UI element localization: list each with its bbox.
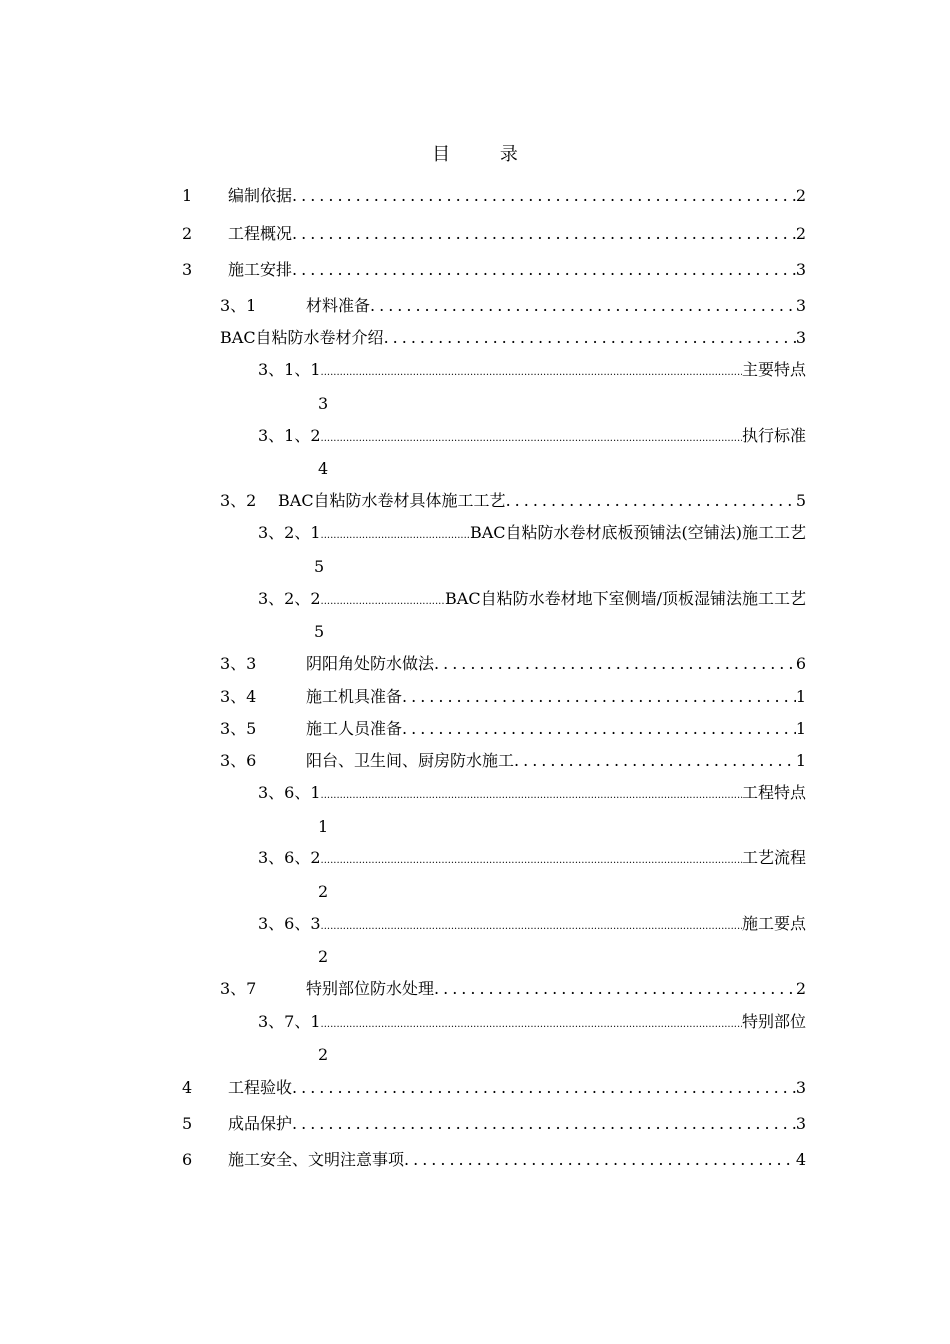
toc-number: 3、7、1 (258, 1012, 321, 1031)
toc-entry[interactable] (258, 358, 806, 382)
toc-leader (292, 184, 796, 208)
toc-page: 3 (795, 328, 806, 347)
toc-leader (292, 222, 796, 246)
toc-number: 6 (182, 1150, 193, 1169)
toc-page: 2 (795, 979, 806, 998)
toc-page: 6 (795, 654, 806, 673)
toc-leader (384, 326, 796, 350)
toc-number: 3、6、3 (258, 914, 321, 933)
toc-leader (321, 590, 446, 614)
toc-entry[interactable] (220, 685, 806, 709)
toc-leader (321, 524, 470, 548)
toc-text: BAC自粘防水卷材具体施工工艺 (278, 491, 506, 510)
toc-text: 特别部位防水处理 (306, 979, 435, 998)
toc-leader (321, 915, 742, 939)
toc-entry[interactable] (182, 184, 806, 208)
toc-leader (321, 784, 742, 808)
toc-number: 1 (182, 186, 193, 205)
toc-leader (321, 1013, 742, 1037)
toc-page: 1 (318, 817, 329, 836)
toc-text: BAC自粘防水卷材底板预铺法(空铺法)施工工艺 (469, 523, 806, 542)
toc-text: 编制依据 (228, 186, 293, 205)
toc-number: 3、6、2 (258, 848, 321, 867)
toc-page: 5 (314, 557, 325, 576)
toc-leader (404, 1148, 796, 1172)
toc-leader (321, 849, 742, 873)
toc-page: 2 (795, 224, 806, 243)
toc-title: 目 录 (432, 144, 540, 165)
toc-entry[interactable] (220, 717, 806, 741)
toc-page: 2 (795, 186, 806, 205)
toc-page: 3 (795, 1114, 806, 1133)
toc-page: 4 (795, 1150, 806, 1169)
toc-text: 施工要点 (741, 914, 806, 933)
toc-text: 成品保护 (228, 1114, 293, 1133)
toc-text: 施工人员准备 (306, 719, 403, 738)
toc-text: BAC自粘防水卷材地下室侧墙/顶板湿铺法施工工艺 (445, 589, 806, 608)
toc-leader (514, 749, 796, 773)
toc-leader (292, 1076, 796, 1100)
toc-text: 阳台、卫生间、厨房防水施工 (306, 751, 515, 770)
toc-entry[interactable] (258, 846, 806, 870)
toc-leader (434, 977, 796, 1001)
toc-entry[interactable] (182, 222, 806, 246)
toc-entry[interactable] (258, 781, 806, 805)
toc-leader (370, 294, 796, 318)
toc-entry[interactable] (182, 258, 806, 282)
toc-page: 3 (795, 1078, 806, 1097)
toc-text: 执行标准 (741, 426, 806, 445)
toc-leader (321, 427, 742, 451)
toc-leader (434, 652, 796, 676)
toc-entry[interactable] (220, 326, 806, 350)
toc-text: 工艺流程 (741, 848, 806, 867)
toc-number: 5 (182, 1114, 193, 1133)
toc-entry[interactable] (220, 652, 806, 676)
toc-number: 3、5 (220, 719, 257, 738)
toc-page: 2 (318, 1045, 329, 1064)
toc-number: 3、2、2 (258, 589, 321, 608)
toc-number: 3、1、2 (258, 426, 321, 445)
toc-number: 3、1、1 (258, 360, 321, 379)
toc-page: 1 (795, 687, 806, 706)
toc-page: 2 (318, 882, 329, 901)
toc-leader (292, 1112, 796, 1136)
toc-entry[interactable] (220, 749, 806, 773)
toc-number: 3、3 (220, 654, 257, 673)
toc-page: 5 (314, 622, 325, 641)
toc-page: 3 (795, 296, 806, 315)
toc-text: BAC自粘防水卷材介绍 (220, 328, 384, 347)
toc-text: 材料准备 (306, 296, 371, 315)
toc-leader (402, 717, 796, 741)
toc-text: 工程特点 (741, 783, 806, 802)
toc-number: 3 (182, 260, 193, 279)
toc-entry[interactable] (182, 1076, 806, 1100)
toc-text: 施工安排 (228, 260, 293, 279)
toc-number: 3、2、1 (258, 523, 321, 542)
toc-entry[interactable] (182, 1148, 806, 1172)
toc-text: 阴阳角处防水做法 (306, 654, 435, 673)
toc-leader (506, 489, 796, 513)
toc-page: 1 (795, 751, 806, 770)
toc-leader (321, 361, 742, 385)
toc-text: 主要特点 (741, 360, 806, 379)
toc-number: 3、6 (220, 751, 257, 770)
toc-entry[interactable] (258, 521, 806, 545)
toc-entry[interactable] (220, 977, 806, 1001)
toc-page: 4 (318, 459, 329, 478)
toc-text: 施工安全、文明注意事项 (228, 1150, 405, 1169)
toc-entry[interactable] (258, 1010, 806, 1034)
toc-page: 2 (318, 947, 329, 966)
toc-number: 4 (182, 1078, 193, 1097)
toc-leader (402, 685, 796, 709)
toc-entry[interactable] (258, 912, 806, 936)
toc-number: 3、7 (220, 979, 257, 998)
toc-leader (292, 258, 796, 282)
toc-number: 3、1 (220, 296, 257, 315)
toc-entry[interactable] (182, 1112, 806, 1136)
toc-text: 施工机具准备 (306, 687, 403, 706)
toc-entry[interactable] (258, 587, 806, 611)
toc-number: 2 (182, 224, 193, 243)
toc-page: 5 (795, 491, 806, 510)
toc-page: 3 (795, 260, 806, 279)
toc-text: 特别部位 (741, 1012, 806, 1031)
toc-entry[interactable] (258, 424, 806, 448)
toc-text: 工程验收 (228, 1078, 293, 1097)
toc-page: 3 (318, 394, 329, 413)
toc-number: 3、2 (220, 491, 257, 510)
toc-entry[interactable] (220, 489, 806, 513)
toc-number: 3、6、1 (258, 783, 321, 802)
toc-number: 3、4 (220, 687, 257, 706)
toc-entry[interactable] (220, 294, 806, 318)
toc-text: 工程概况 (228, 224, 293, 243)
toc-page: 1 (795, 719, 806, 738)
